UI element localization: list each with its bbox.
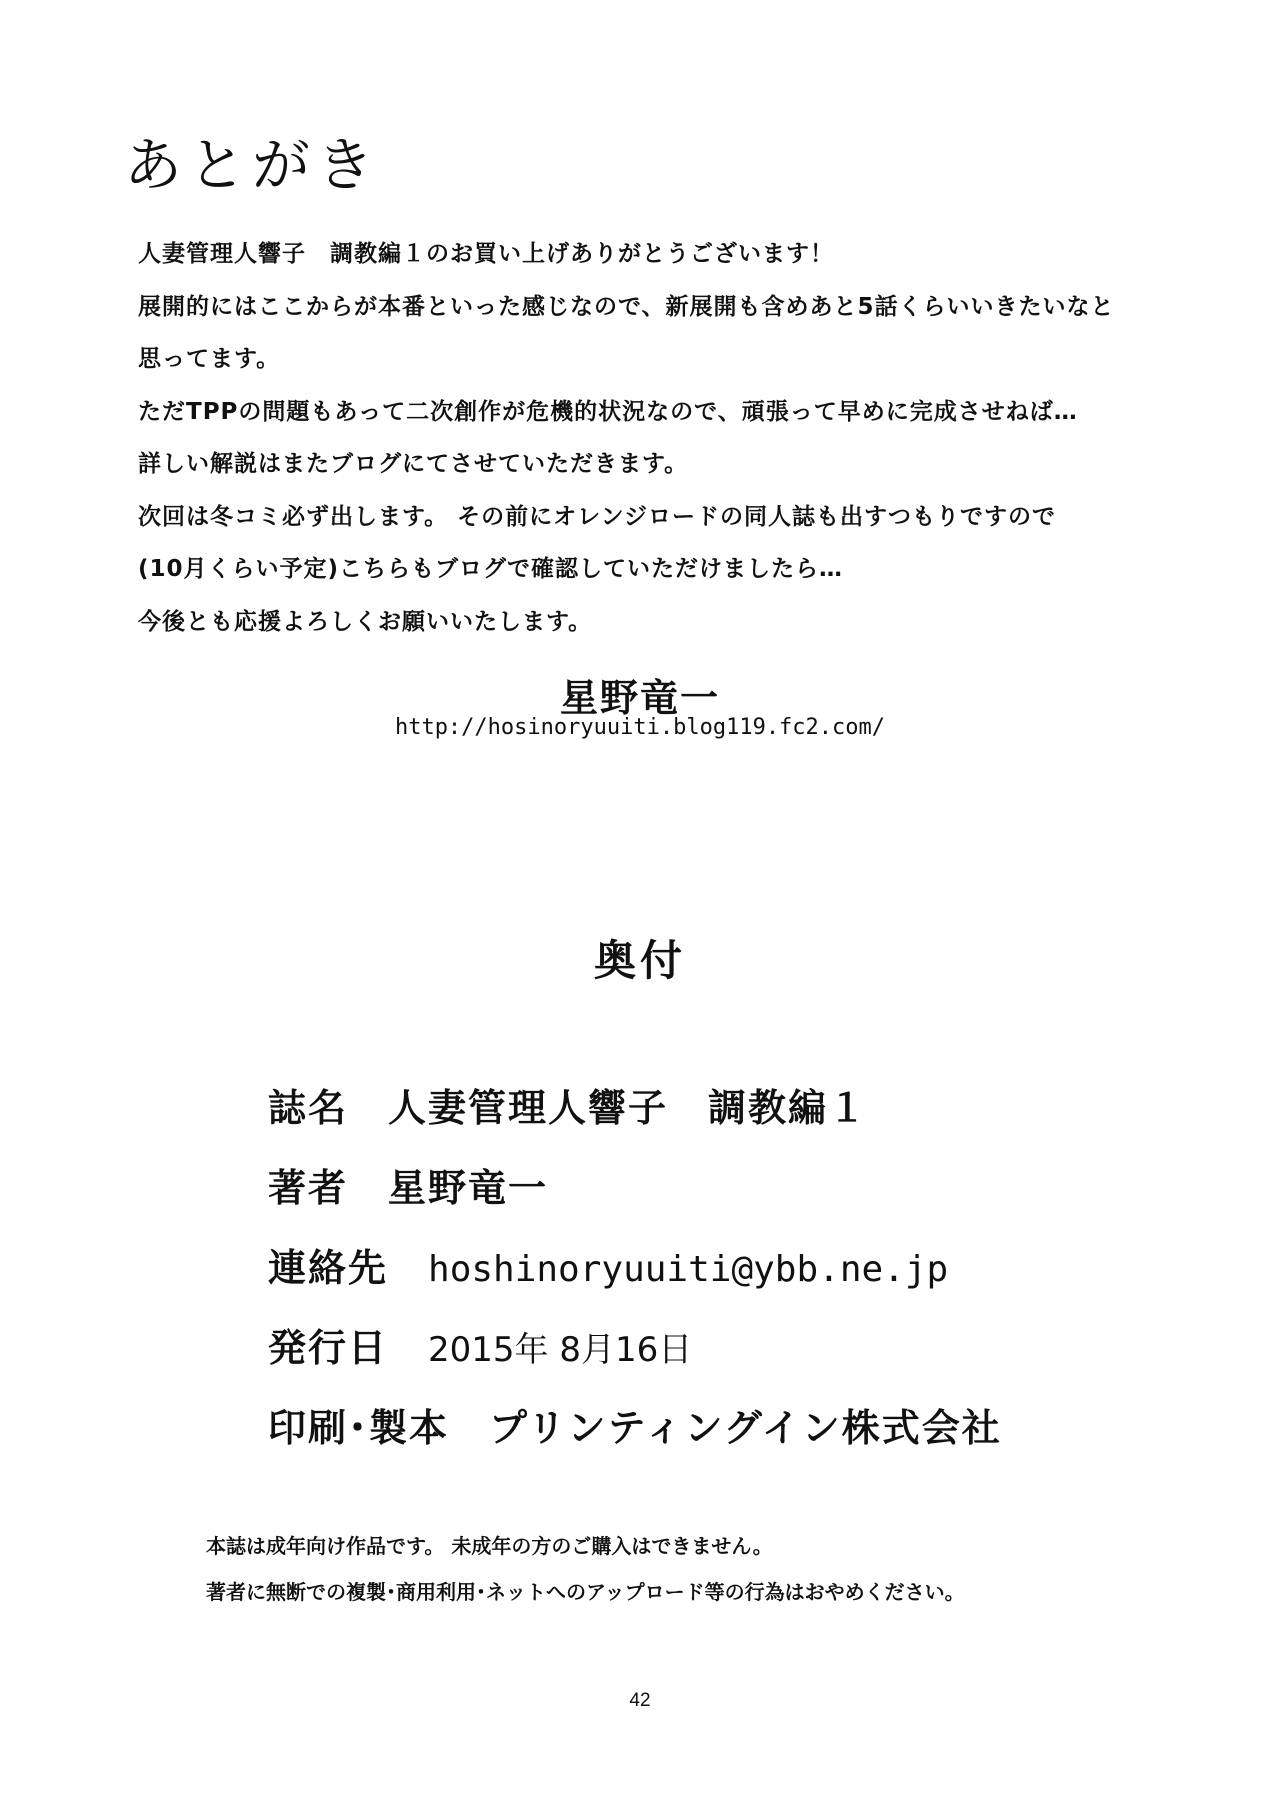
afterword-body bbox=[138, 228, 1138, 648]
afterword-line: 展開的にはここからが本番といった感じなので、新展開も含めあと5話くらいいきたいなと bbox=[138, 293, 1115, 320]
colophon-row-printer bbox=[268, 1388, 1002, 1468]
colophon-list bbox=[268, 1068, 1002, 1468]
colophon-row-date bbox=[268, 1308, 1002, 1388]
legal-notice: 著者に無断での複製･商用利用･ネットへのアップロード等の行為はおやめください。 bbox=[206, 1580, 965, 1604]
colophon-value: 2015年 8月16日 bbox=[428, 1330, 693, 1370]
colophon-row-author bbox=[268, 1148, 1002, 1228]
colophon-title: 奥付 bbox=[593, 936, 686, 985]
colophon-value: 人妻管理人響子 調教編１ bbox=[388, 1086, 869, 1130]
colophon-label: 発行日 bbox=[268, 1326, 389, 1370]
colophon-row-contact bbox=[268, 1228, 1002, 1308]
author-signature: 星野竜一 bbox=[559, 676, 720, 720]
afterword-line: ただTPPの問題もあって二次創作が危機的状況なので、頑張って早めに完成させねば… bbox=[138, 398, 1078, 425]
legal-notice: 本誌は成年向け作品です。 未成年の方のご購入はできません。 bbox=[206, 1534, 773, 1558]
colophon-value: プリンティングイン株式会社 bbox=[489, 1406, 1002, 1450]
colophon-row-title bbox=[268, 1068, 1002, 1148]
colophon-label: 連絡先 bbox=[268, 1246, 389, 1290]
afterword-title: あとがき bbox=[124, 131, 381, 199]
afterword-line: 今後とも応援よろしくお願いいたします。 bbox=[138, 608, 593, 635]
author-blog-url: http://hosinoryuuiti.blog119.fc2.com/ bbox=[394, 715, 886, 740]
colophon-value: hoshinoryuuiti@ybb.ne.jp bbox=[428, 1249, 949, 1290]
afterword-line: 思ってます。 bbox=[138, 346, 281, 372]
colophon-value: 星野竜一 bbox=[388, 1166, 549, 1210]
legal-notices bbox=[206, 1523, 965, 1615]
afterword-line: 詳しい解説はまたブログにてさせていただきます。 bbox=[138, 451, 689, 477]
colophon-label: 誌名 bbox=[268, 1086, 349, 1130]
afterword-line: 次回は冬コミ必ず出します。 その前にオレンジロードの同人誌も出すつもりですので bbox=[138, 503, 1057, 530]
colophon-label: 著者 bbox=[268, 1166, 349, 1210]
afterword-line: (10月くらい予定)こちらもブログで確認していただけましたら… bbox=[138, 556, 844, 582]
page-number: 42 bbox=[629, 1690, 651, 1711]
afterword-line: 人妻管理人響子 調教編１のお買い上げありがとうございます！ bbox=[138, 241, 834, 267]
colophon-label: 印刷･製本 bbox=[268, 1406, 450, 1450]
